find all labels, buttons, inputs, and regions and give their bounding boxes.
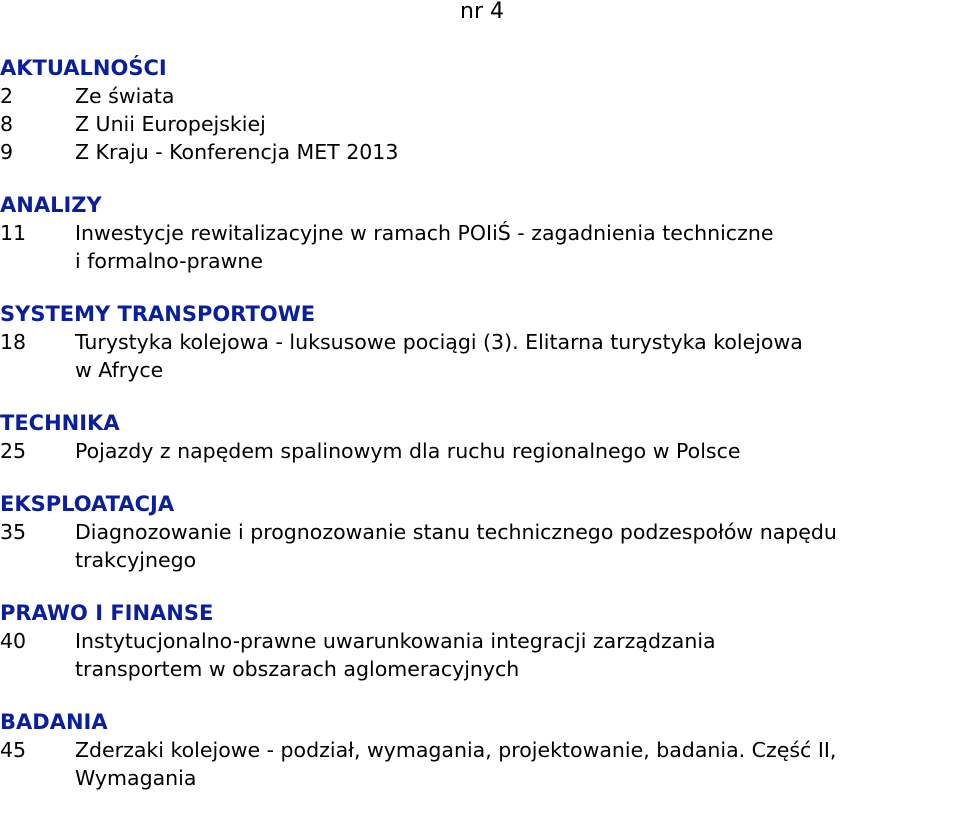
entry-page-number: 2 [0, 84, 14, 108]
entry-title: Z Kraju - Konferencja MET 2013 [75, 140, 399, 164]
entry-title: Ze świata [75, 84, 175, 108]
entry-page-number: 18 [0, 330, 27, 354]
section-title: EKSPLOATACJA [0, 492, 175, 516]
section-eksploatacja [0, 490, 960, 574]
toc-entry[interactable] [0, 328, 960, 384]
entry-title: Diagnozowanie i prognozowanie stanu technicznego podzespołów napędu trakcyjnego [75, 520, 837, 572]
section-title: SYSTEMY TRANSPORTOWE [0, 302, 316, 326]
section-technika [0, 409, 960, 465]
entry-title: Pojazdy z napędem spalinowym dla ruchu regionalnego w Polsce [75, 439, 741, 463]
entry-title: Instytucjonalno-prawne uwarunkowania integracji zarządzania transportem w obszarach aglomeracyjnych [75, 629, 716, 681]
entry-page-number: 35 [0, 520, 27, 544]
issue-number: nr 4 [460, 0, 504, 24]
entry-title: Inwestycje rewitalizacyjne w ramach POIiŚ - zagadnienia techniczne i formalno-prawne [75, 221, 774, 273]
toc-entry[interactable] [0, 437, 960, 465]
entry-page-number: 8 [0, 112, 14, 136]
toc-entry[interactable] [0, 110, 960, 138]
section-badania [0, 708, 960, 792]
entry-page-number: 25 [0, 439, 27, 463]
section-title: AKTUALNOŚCI [0, 56, 167, 80]
section-title: PRAWO I FINANSE [0, 601, 214, 625]
section-systemy-transportowe [0, 300, 960, 384]
entry-title: Zderzaki kolejowe - podział, wymagania, projektowanie, badania. Część II, Wymagania [75, 738, 837, 790]
entry-page-number: 40 [0, 629, 27, 653]
entry-page-number: 11 [0, 221, 27, 245]
entry-page-number: 9 [0, 140, 14, 164]
entry-page-number: 45 [0, 738, 27, 762]
section-analizy [0, 191, 960, 275]
section-aktualnosci [0, 54, 960, 166]
toc-entry[interactable] [0, 736, 960, 792]
toc-entry[interactable] [0, 219, 960, 275]
section-title: ANALIZY [0, 193, 102, 217]
entry-title: Turystyka kolejowa - luksusowe pociągi (3). Elitarna turystyka kolejowa w Afryce [75, 330, 803, 382]
toc-entry[interactable] [0, 627, 960, 683]
section-title: BADANIA [0, 710, 108, 734]
table-of-contents [0, 54, 960, 817]
section-title: TECHNIKA [0, 411, 120, 435]
toc-entry[interactable] [0, 82, 960, 110]
section-prawo-i-finanse [0, 599, 960, 683]
toc-entry[interactable] [0, 138, 960, 166]
entry-title: Z Unii Europejskiej [75, 112, 266, 136]
toc-entry[interactable] [0, 518, 960, 574]
